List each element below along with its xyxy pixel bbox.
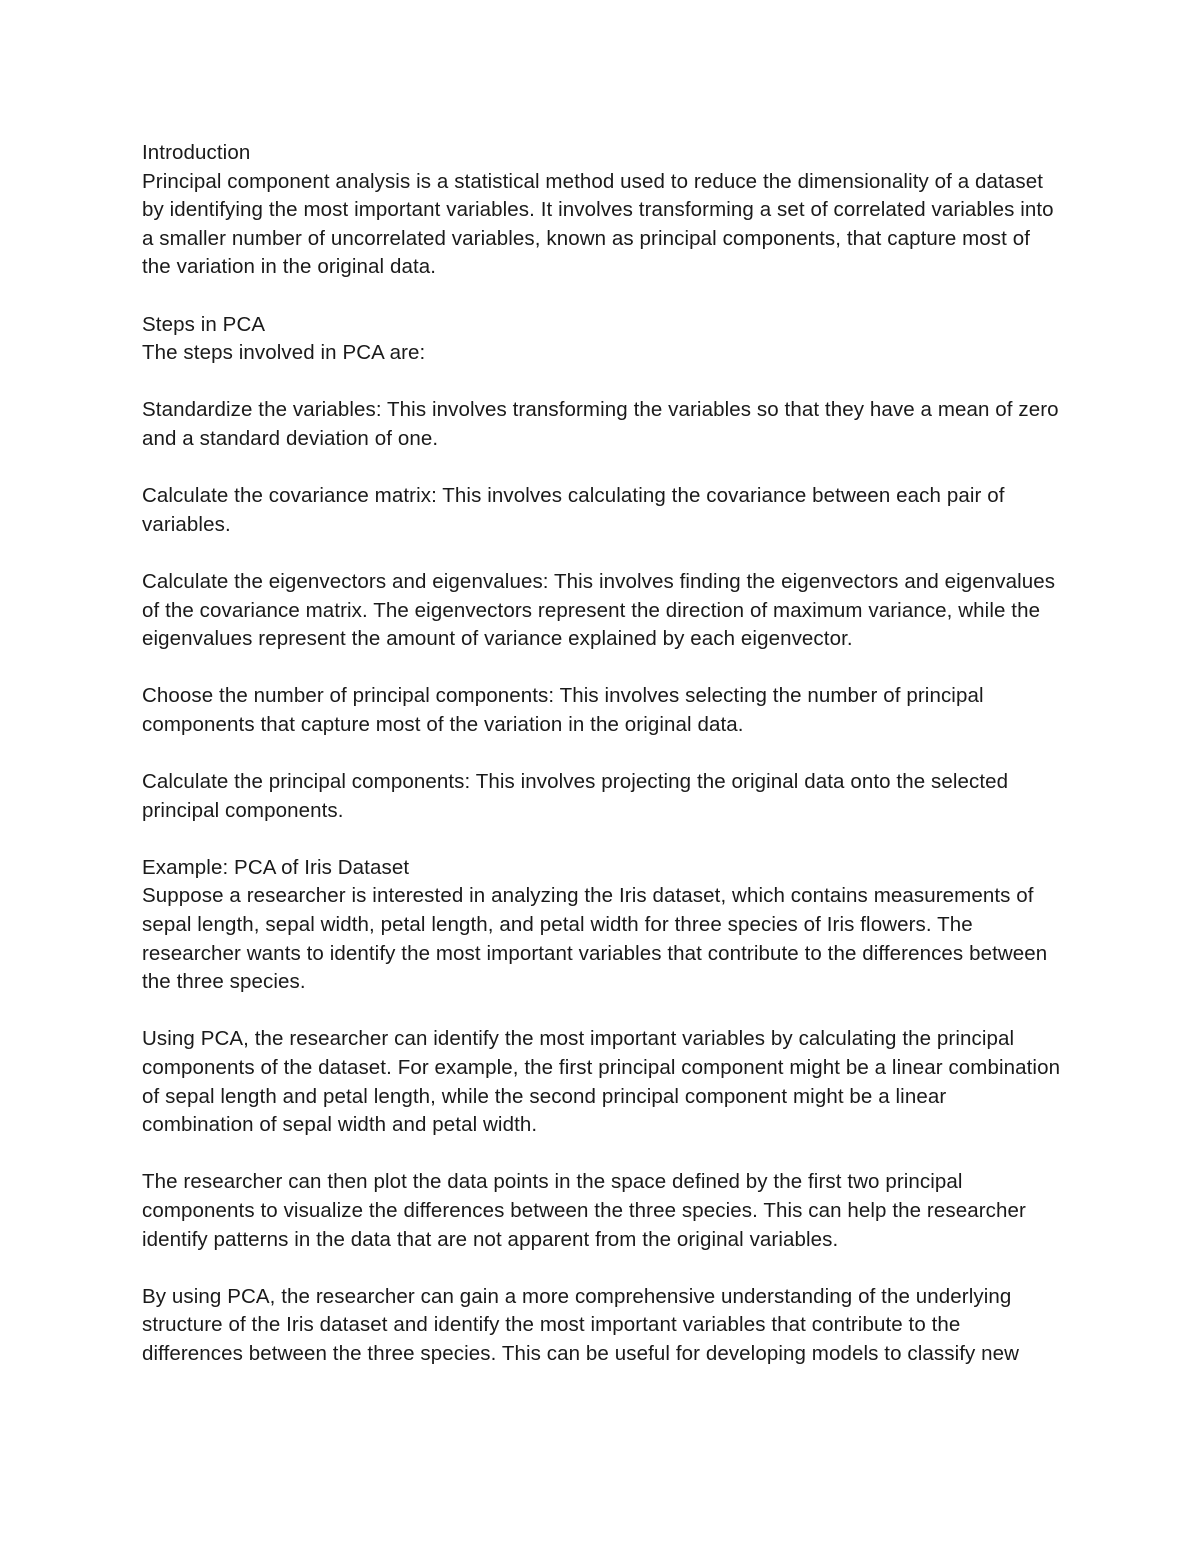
step-paragraph: Standardize the variables: This involves transforming the variables so that they have a mean of zero and a standard deviation of one. (142, 398, 1059, 450)
steps-section-header (142, 311, 1062, 368)
step-calculate-components (142, 768, 1062, 825)
intro-heading: Introduction (142, 141, 251, 164)
step-paragraph: Choose the number of principal components: This involves selecting the number of principal components that capture most of the variation in the original data. (142, 684, 984, 736)
example-section (142, 854, 1062, 997)
document-page (142, 139, 1062, 1397)
intro-paragraph: Principal component analysis is a statistical method used to reduce the dimensionality of a dataset by identifying the most important variables. It involves transforming a set of correlated variables into a smaller number of uncorrelated variables, known as principal components, that capture most of the variation in the original data. (142, 169, 1054, 279)
example-plot (142, 1168, 1062, 1254)
step-covariance (142, 482, 1062, 539)
example-conclusion (142, 1283, 1062, 1369)
example-pca-usage (142, 1025, 1062, 1139)
step-standardize (142, 396, 1062, 453)
example-paragraph: Suppose a researcher is interested in analyzing the Iris dataset, which contains measurements of sepal length, sepal width, petal length, and petal width for three species of Iris flowers. The researcher wants to identify the most important variables that contribute to the differences between the three species. (142, 884, 1048, 994)
example-paragraph: Using PCA, the researcher can identify the most important variables by calculating the principal components of the dataset. For example, the first principal component might be a linear combination of sepal length and petal length, while the second principal component might be a linear combination of sepal width and petal width. (142, 1027, 1061, 1137)
intro-section (142, 139, 1062, 282)
step-paragraph: Calculate the eigenvectors and eigenvalues: This involves finding the eigenvectors and eigenvalues of the covariance matrix. The eigenvectors represent the direction of maximum variance, while the eigenvalues represent the amount of variance explained by each eigenvector. (142, 569, 1056, 651)
step-eigen (142, 568, 1062, 654)
steps-lead: The steps involved in PCA are: (142, 341, 426, 365)
example-heading: Example: PCA of Iris Dataset (142, 855, 410, 879)
steps-heading: Steps in PCA (142, 312, 266, 336)
step-paragraph: Calculate the principal components: This involves projecting the original data onto the selected principal components. (142, 770, 1009, 822)
example-paragraph: The researcher can then plot the data points in the space defined by the first two principal components to visualize the differences between the three species. This can help the researcher identify patterns in the data that are not apparent from the original variables. (142, 1170, 1026, 1251)
example-paragraph: By using PCA, the researcher can gain a more comprehensive understanding of the underlying structure of the Iris dataset and identify the most important variables that contribute to the differences between the three species. This can be useful for developing models to classify new (142, 1284, 1020, 1365)
step-paragraph: Calculate the covariance matrix: This involves calculating the covariance between each pair of variables. (142, 484, 1005, 536)
step-choose-components (142, 682, 1062, 739)
